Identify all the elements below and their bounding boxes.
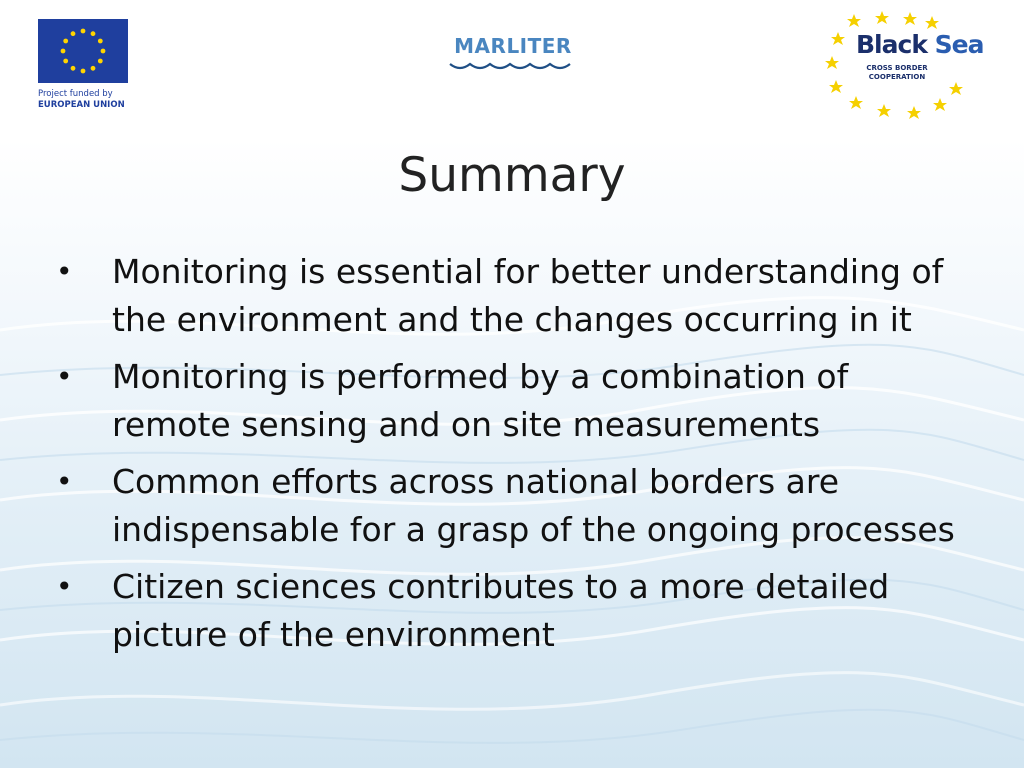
marliter-logo — [446, 34, 580, 74]
bullet-text: Monitoring is performed by a combination of remote sensing and on site measurements — [112, 357, 849, 444]
blacksea-title — [856, 30, 984, 59]
eu-caption — [38, 89, 134, 111]
bullet-item — [56, 353, 976, 449]
blacksea-subtitle — [858, 64, 936, 81]
bullet-list — [56, 248, 976, 668]
slide-title: Summary — [398, 148, 626, 203]
marliter-wave-icon — [448, 60, 578, 72]
bullet-item — [56, 458, 976, 554]
bullet-item — [56, 248, 976, 344]
eu-caption-line1: Project funded by — [38, 89, 113, 99]
bullet-marker: • — [56, 255, 73, 288]
blacksea-subtitle-line2: COOPERATION — [868, 72, 926, 81]
bullet-marker: • — [56, 570, 73, 603]
eu-caption-line2: EUROPEAN UNION — [38, 100, 125, 110]
blacksea-subtitle-line1: CROSS BORDER — [866, 64, 928, 72]
eu-flag-icon — [38, 19, 128, 83]
bullet-marker: • — [56, 465, 73, 498]
bullet-text: Citizen sciences contributes to a more detailed picture of the environment — [112, 567, 890, 654]
bullet-text: Monitoring is essential for better understanding of the environment and the changes occurring in it — [112, 252, 944, 339]
marliter-logo-text: MARLITER — [454, 34, 572, 58]
blacksea-word-black: Black — [856, 30, 927, 59]
bullet-item — [56, 563, 976, 659]
bullet-text: Common efforts across national borders are indispensable for a grasp of the ongoing processes — [112, 462, 955, 549]
bullet-marker: • — [56, 360, 73, 393]
blacksea-logo — [824, 10, 994, 122]
eu-logo — [38, 19, 134, 119]
blacksea-word-sea: Sea — [934, 30, 984, 59]
